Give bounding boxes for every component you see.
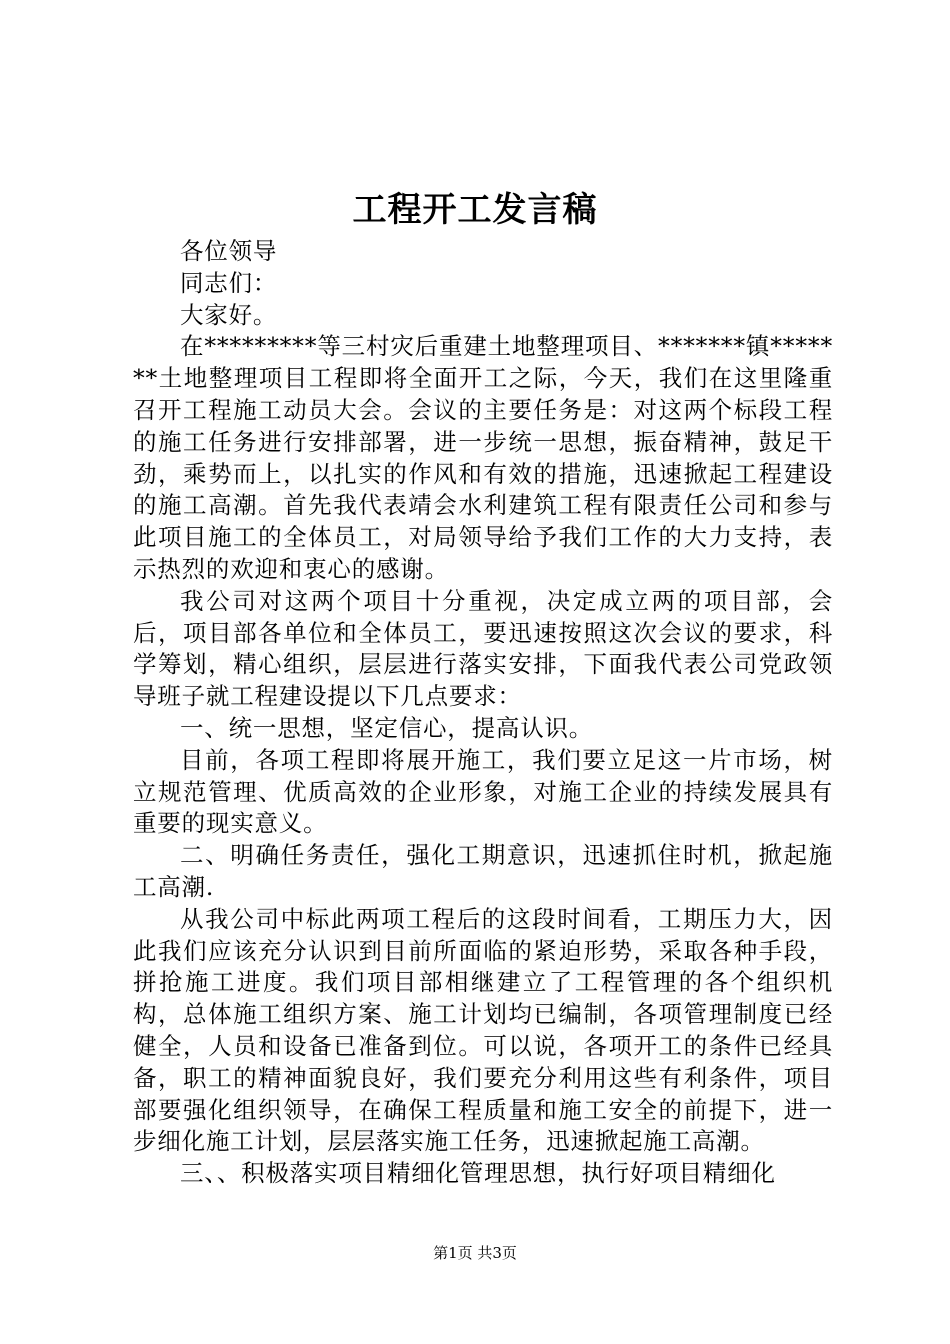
paragraph-point-one: 目前，各项工程即将展开施工，我们要立足这一片市场，树立规范管理、优质高效的企业形象，对施工企业的持续发展具有重要的现实意义。: [133, 745, 833, 838]
salutation-comrades: 同志们：: [180, 268, 278, 297]
heading-point-three: 三、、积极落实项目精细化管理思想，执行好项目精细化: [180, 1159, 776, 1188]
salutation-leaders: 各位领导: [180, 237, 278, 265]
heading-point-one: 一、统一思想，坚定信心，提高认识。: [180, 713, 594, 742]
heading-point-two: 二、明确任务责任，强化工期意识，迅速抓住时机，掀起施工高潮.: [133, 841, 833, 901]
paragraph-company: 我公司对这两个项目十分重视，决定成立两的项目部，会后，项目部各单位和全体员工，要迅速按照这次会议的要求，科学筹划，精心组织，层层进行落实安排，下面我代表公司党政领导班子就工程建设提以下几点要求：: [133, 586, 833, 711]
document-title: 工程开工发言稿: [352, 190, 598, 230]
document-body: [133, 236, 833, 1190]
page-footer: 第1页 共3页: [433, 1244, 517, 1262]
greeting: 大家好。: [180, 300, 278, 329]
paragraph-intro: 在*********等三村灾后重建土地整理项目、*******镇*******土地整理项目工程即将全面开工之际，今天，我们在这里隆重召开工程施工动员大会。会议的主要任务是：对这两个标段工程的施工任务进行安排部署，进一步统一思想，振奋精神，鼓足干劲，乘势而上，以扎实的作风和有效的措施，迅速掀起工程建设的施工高潮。首先我代表靖会水利建筑工程有限责任公司和参与此项目施工的全体员工，对局领导给予我们工作的大力支持，表示热烈的欢迎和衷心的感谢。: [133, 332, 833, 583]
paragraph-point-two: 从我公司中标此两项工程后的这段时间看，工期压力大，因此我们应该充分认识到目前所面临的紧迫形势，采取各种手段，拼抢施工进度。我们项目部相继建立了工程管理的各个组织机构，总体施工组织方案、施工计划均已编制，各项管理制度已经健全，人员和设备已准备到位。可以说，各项开工的条件已经具备，职工的精神面貌良好，我们要充分利用这些有利条件，项目部要强化组织领导，在确保工程质量和施工安全的前提下，进一步细化施工计划，层层落实施工任务，迅速掀起施工高潮。: [133, 904, 833, 1156]
